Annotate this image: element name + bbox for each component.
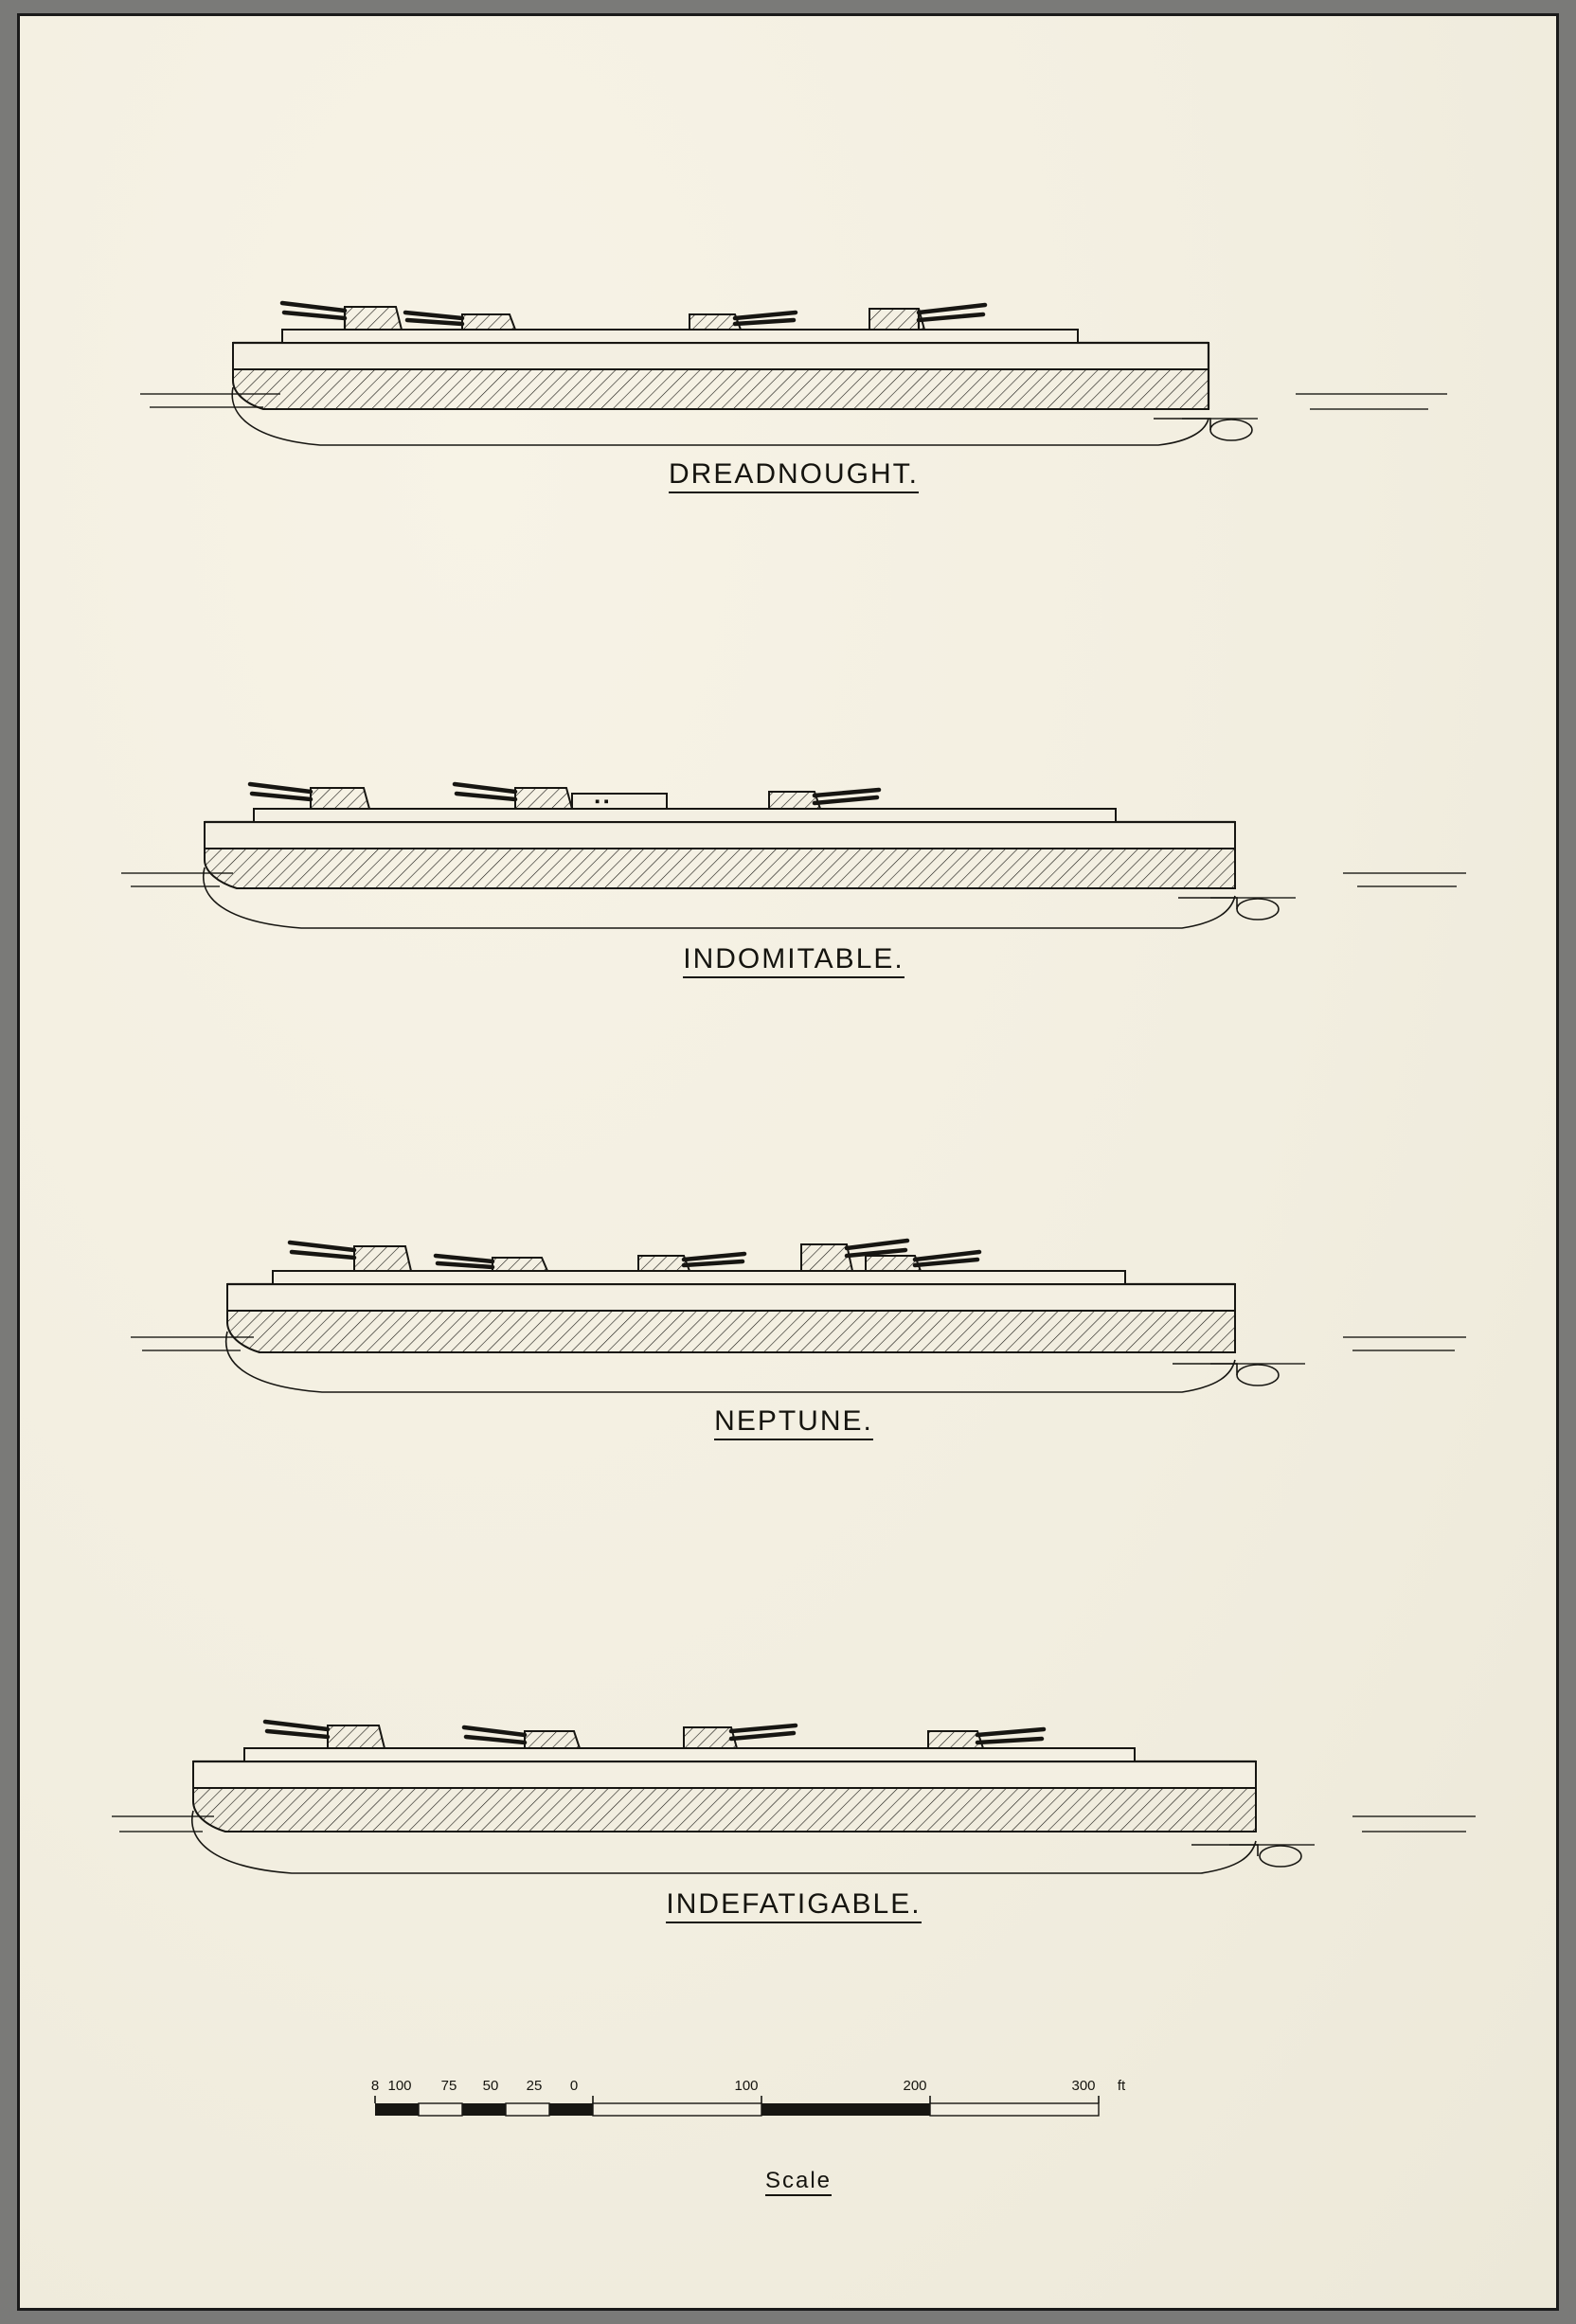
turret-2	[436, 1256, 547, 1271]
turret-3	[638, 1254, 744, 1271]
upper-hull	[233, 343, 1209, 369]
belt-armour	[227, 1311, 1235, 1352]
caption-text: INDEFATIGABLE.	[666, 1888, 921, 1923]
midship-mark: ▪ ▪	[595, 794, 609, 810]
turret-1	[265, 1722, 385, 1748]
ship-profile-indomitable	[121, 780, 1466, 974]
scale-tick-7: 200	[903, 2078, 927, 2094]
upper-hull	[227, 1284, 1235, 1311]
turret-2	[405, 313, 515, 330]
turret-1	[290, 1242, 411, 1271]
turret-2	[455, 784, 667, 810]
turret-group	[282, 303, 985, 330]
scale-tick-labels	[371, 2078, 1126, 2094]
turret-1	[282, 303, 402, 330]
scale-bar	[367, 2073, 1229, 2158]
turret-1	[250, 784, 369, 809]
drawing-plate	[17, 13, 1559, 2311]
caption-text: INDOMITABLE.	[683, 943, 904, 978]
scale-bar-graphic	[375, 2096, 1099, 2116]
turret-3	[690, 313, 796, 330]
stern-detail	[1173, 1364, 1279, 1385]
turret-2	[464, 1727, 580, 1748]
scale-tick-3: 50	[482, 2078, 499, 2094]
scale-tick-8: 300	[1071, 2078, 1096, 2094]
turret-3	[684, 1725, 796, 1748]
caption-dreadnought	[121, 458, 1466, 491]
caption-indomitable	[121, 943, 1466, 975]
turret-4	[928, 1729, 1044, 1748]
caption-indefatigable	[112, 1888, 1476, 1921]
superstructure-deck	[254, 809, 1116, 822]
scale-tick-6: 100	[734, 2078, 759, 2094]
turret-group	[290, 1241, 979, 1271]
superstructure-deck	[282, 330, 1078, 343]
ship-profile-neptune	[121, 1235, 1466, 1437]
scale-tick-4: 25	[526, 2078, 543, 2094]
scale-caption-text: Scale	[765, 2168, 832, 2196]
turret-group	[265, 1722, 1044, 1748]
ship-profile-indefatigable	[112, 1718, 1476, 1920]
upper-hull	[205, 822, 1235, 849]
caption-neptune	[121, 1405, 1466, 1438]
caption-text: NEPTUNE.	[714, 1405, 873, 1440]
turret-5	[866, 1252, 979, 1271]
scale-tick-2: 75	[440, 2078, 457, 2094]
scale-tick-1: 100	[387, 2078, 412, 2094]
turret-4	[869, 305, 985, 330]
scale-tick-5: 0	[569, 2078, 579, 2094]
midship-structure	[572, 794, 667, 809]
superstructure-deck	[273, 1271, 1125, 1284]
upper-hull	[193, 1761, 1256, 1788]
scale-tick-0: 8	[370, 2078, 380, 2094]
belt-armour	[193, 1788, 1256, 1832]
scale-caption	[367, 2168, 1229, 2194]
caption-text: DREADNOUGHT.	[669, 458, 919, 493]
scale-bar-block	[367, 2073, 1229, 2206]
turret-group	[250, 784, 879, 810]
superstructure-deck	[244, 1748, 1135, 1761]
ship-profile-dreadnought	[121, 297, 1466, 490]
turret-3	[769, 790, 879, 809]
belt-armour	[233, 369, 1209, 409]
scale-tick-9: ft	[1117, 2078, 1126, 2094]
belt-armour	[205, 849, 1235, 888]
